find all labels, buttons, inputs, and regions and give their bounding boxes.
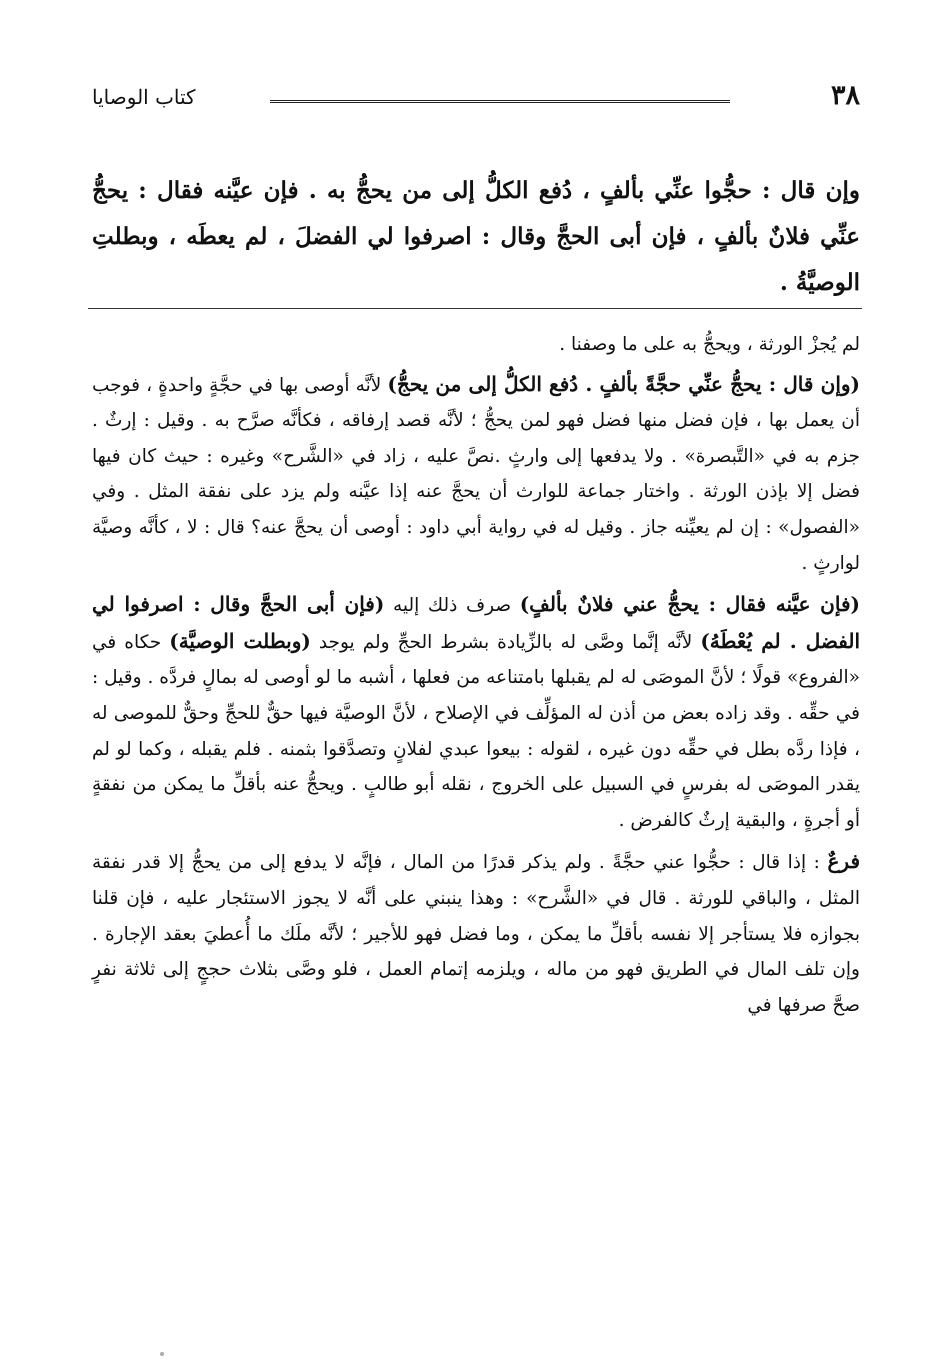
commentary-text: : إذا قال : حجُّوا عني حجَّةً . ولم يذكر قدرًا من المال ، فإنَّه لا يدفع إلى من يحجُّ إلا قدر نفقة المثل ، والباقي للورثة . قال في «الشَّرح» : وهذا ينبني على أنَّه لا يجوز الاستئجار عليه ، فإن قلنا بجوازه فلا يستأجر إلا نفسه بأقلِّ ما يمكن ، وما فضل فهو للأجير ؛ لأنَّه ملَك ما أُعطيَ بعقد الإجارة . وإن تلف المال في الطريق فهو من ماله ، ويلزمه إتمام العمل ، فلو وصَّى بثلاث حججٍ إلى ثلاثة نفرٍ صحَّ صرفها في <box>92 852 860 1016</box>
matn-text <box>92 168 860 306</box>
quoted-matn: (فإن أبى الحجَّ وقال : اصرفوا لي الفضل . لم يُعْطَهُ) <box>92 592 860 653</box>
commentary-paragraph-3 <box>92 587 860 838</box>
commentary-text: لأنَّه أوصى بها في حجَّةٍ واحدةٍ ، فوجب أن يعمل بها ، فإن فضل منها فضل فهو لمن يحجُّ ؛ لأنَّه قصد إرفاقه ، فكأنَّه صرَّح به . وقيل : إرثٌ . جزم به في «التَّبصرة» . ولا يدفعها إلى وارثٍ .نصَّ عليه ، زاد في «الشَّرح» وغيره : حيث كان فيها فضل إلا بإذن الورثة . واختار جماعة للوارث أن يحجَّ عنه إذا عيَّنه ولم يزد على نفقة المثل . وفي «الفصول» : إن لم يعيِّنه جاز . وقيل له في رواية أبي داود : أوصى أن يحجَّ عنه؟ قال : لا ، كأنَّه وصيَّة لوارثٍ . <box>92 374 860 574</box>
header-rule <box>270 100 730 103</box>
matn-paragraph: وإن قال : حجُّوا عنِّي بألفٍ ، دُفع الكلُّ إلى من يحجُّ به . فإن عيَّنه فقال : يحجُّ عنِّي فلانٌ بألفٍ ، فإن أبى الحجَّ وقال : اصرفوا لي الفضلَ ، لم يعطَه ، وبطلتِ الوصيَّةُ . <box>92 177 860 296</box>
quoted-matn: (وبطلت الوصيَّة) <box>169 628 311 653</box>
running-title: كتاب الوصايا <box>92 85 196 109</box>
commentary-paragraph-1 <box>92 327 860 363</box>
quoted-matn: (فإن عيَّنه فقال : يحجُّ عني فلانٌ بألفٍ) <box>519 592 860 617</box>
quoted-matn: (وإن قال : يحجُّ عنِّي حجَّةً بألفٍ . دُفع الكلُّ إلى من يحجُّ) <box>387 371 860 396</box>
matn-separator <box>88 308 862 309</box>
page-number: ٣٨ <box>830 80 860 111</box>
commentary-text: صرف ذلك إليه <box>384 595 520 617</box>
page-header <box>92 78 860 118</box>
commentary-text: حكاه في «الفروع» قولًا ؛ لأنَّ الموصَى له لم يقبلها بامتناعه من فعلها ، أشبه ما لو أوصى له بمالٍ فردَّه . وقيل : في حقِّه . وقد زاده بعض من أذن له المؤلِّف في الإصلاح ، لأنَّ الوصيَّة فيها حقٌّ للحجِّ وحقٌّ للموصى له ، فإذا ردَّه بطل في حقِّه دون غيره ، لقوله : بيعوا عبدي لفلانٍ وتصدَّقوا بثمنه . فلم يقبله ، وكما لو لم يقدر الموصَى له بفرسٍ في السبيل على الخروج ، نقله أبو طالبٍ . ويحجُّ عنه بأقلِّ ما يمكن من نفقةٍ أو أجرةٍ ، والبقية إرثٌ كالفرض . <box>92 631 860 831</box>
commentary-text: لم يُجزْ الورثة ، ويحجُّ به على ما وصفنا . <box>559 334 860 355</box>
commentary-paragraph-2 <box>92 367 860 582</box>
commentary-text: لأنَّه إنَّما وصَّى له بالزِّيادة بشرط الحجِّ ولم يوجد <box>310 631 701 653</box>
scan-speck <box>160 1352 164 1356</box>
subsection-marker: فرعٌ <box>827 849 860 874</box>
commentary-paragraph-4 <box>92 844 860 1023</box>
commentary <box>92 327 860 1029</box>
